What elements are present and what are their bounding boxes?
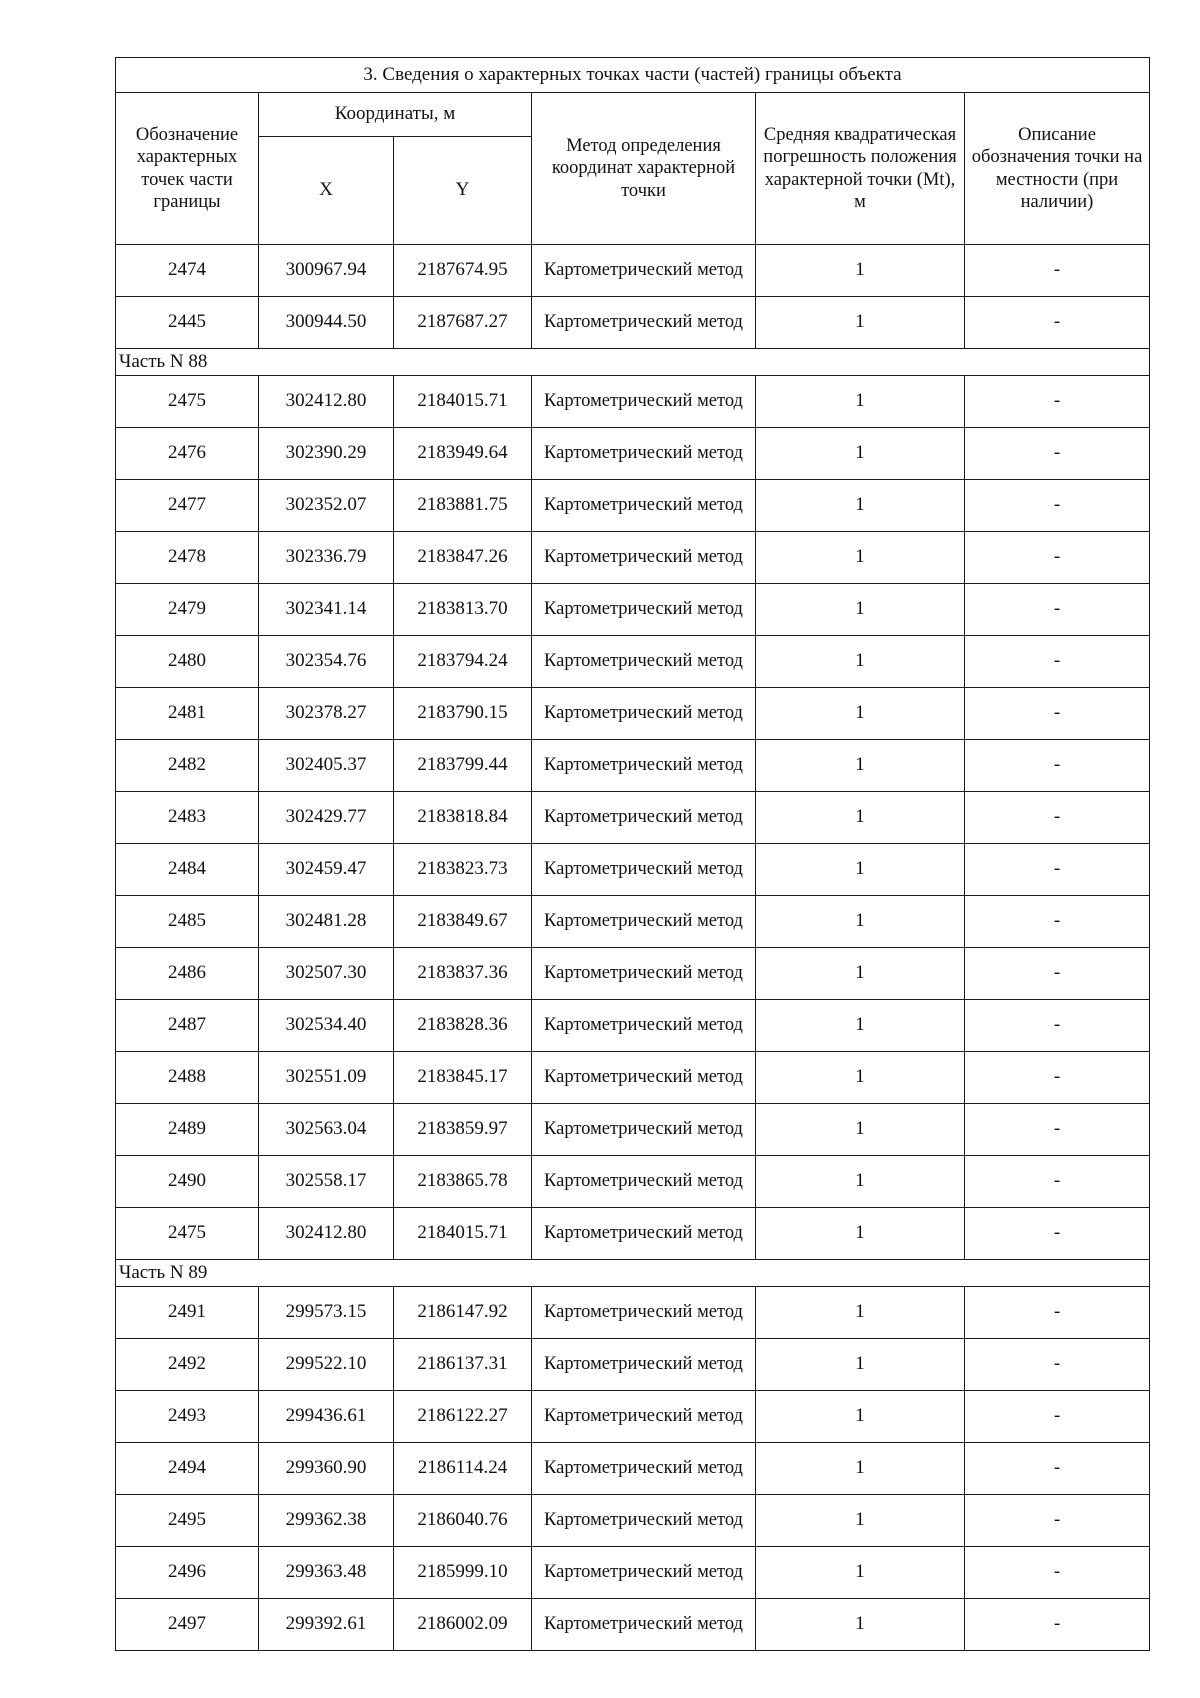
header-row-top: [116, 93, 1150, 137]
table-row: [116, 1391, 1150, 1443]
x-coordinate-cell: 302563.04: [259, 1104, 394, 1156]
method-cell: Картометрический метод: [532, 1052, 756, 1104]
description-cell: -: [965, 688, 1150, 740]
point-id-cell: 2483: [116, 792, 259, 844]
part-heading-row: [116, 349, 1150, 376]
method-cell: Картометрический метод: [532, 1339, 756, 1391]
point-id-cell: 2479: [116, 584, 259, 636]
point-id-cell: 2445: [116, 297, 259, 349]
table-header: [116, 58, 1150, 245]
description-cell: -: [965, 1156, 1150, 1208]
method-cell: Картометрический метод: [532, 1000, 756, 1052]
method-cell: Картометрический метод: [532, 245, 756, 297]
x-coordinate-cell: 302481.28: [259, 896, 394, 948]
y-coordinate-cell: 2183794.24: [394, 636, 532, 688]
mean-error-cell: 1: [756, 1599, 965, 1651]
mean-error-cell: 1: [756, 948, 965, 1000]
point-id-cell: 2482: [116, 740, 259, 792]
table-row: [116, 1208, 1150, 1260]
table-row: [116, 1000, 1150, 1052]
point-id-cell: 2486: [116, 948, 259, 1000]
x-coordinate-cell: 302459.47: [259, 844, 394, 896]
y-coordinate-cell: 2186002.09: [394, 1599, 532, 1651]
y-coordinate-cell: 2183813.70: [394, 584, 532, 636]
mean-error-cell: 1: [756, 1208, 965, 1260]
point-id-cell: 2497: [116, 1599, 259, 1651]
mean-error-cell: 1: [756, 584, 965, 636]
table-row: [116, 1599, 1150, 1651]
y-coordinate-cell: 2183818.84: [394, 792, 532, 844]
header-coordinates: Координаты, м: [259, 93, 532, 137]
method-cell: Картометрический метод: [532, 896, 756, 948]
method-cell: Картометрический метод: [532, 1156, 756, 1208]
y-coordinate-cell: 2187687.27: [394, 297, 532, 349]
point-id-cell: 2480: [116, 636, 259, 688]
table-row: [116, 1052, 1150, 1104]
table-row: [116, 1547, 1150, 1599]
y-coordinate-cell: 2183949.64: [394, 428, 532, 480]
method-cell: Картометрический метод: [532, 1599, 756, 1651]
description-cell: -: [965, 1547, 1150, 1599]
part-label: Часть N 88: [116, 349, 1150, 376]
point-id-cell: 2489: [116, 1104, 259, 1156]
table-row: [116, 376, 1150, 428]
method-cell: Картометрический метод: [532, 844, 756, 896]
method-cell: Картометрический метод: [532, 1547, 756, 1599]
mean-error-cell: 1: [756, 740, 965, 792]
x-coordinate-cell: 302429.77: [259, 792, 394, 844]
description-cell: -: [965, 1599, 1150, 1651]
x-coordinate-cell: 302354.76: [259, 636, 394, 688]
description-cell: -: [965, 740, 1150, 792]
y-coordinate-cell: 2183865.78: [394, 1156, 532, 1208]
description-cell: -: [965, 297, 1150, 349]
x-coordinate-cell: 300967.94: [259, 245, 394, 297]
method-cell: Картометрический метод: [532, 636, 756, 688]
x-coordinate-cell: 302390.29: [259, 428, 394, 480]
method-cell: Картометрический метод: [532, 428, 756, 480]
mean-error-cell: 1: [756, 376, 965, 428]
table-row: [116, 532, 1150, 584]
description-cell: -: [965, 584, 1150, 636]
description-cell: -: [965, 636, 1150, 688]
point-id-cell: 2488: [116, 1052, 259, 1104]
method-cell: Картометрический метод: [532, 1104, 756, 1156]
method-cell: Картометрический метод: [532, 584, 756, 636]
mean-error-cell: 1: [756, 245, 965, 297]
mean-error-cell: 1: [756, 1495, 965, 1547]
table-title: 3. Сведения о характерных точках части (частей) границы объекта: [116, 58, 1150, 93]
point-id-cell: 2474: [116, 245, 259, 297]
mean-error-cell: 1: [756, 1547, 965, 1599]
y-coordinate-cell: 2186147.92: [394, 1287, 532, 1339]
point-id-cell: 2494: [116, 1443, 259, 1495]
point-id-cell: 2475: [116, 376, 259, 428]
point-id-cell: 2481: [116, 688, 259, 740]
point-id-cell: 2475: [116, 1208, 259, 1260]
table-row: [116, 1495, 1150, 1547]
table-row: [116, 740, 1150, 792]
method-cell: Картометрический метод: [532, 1443, 756, 1495]
description-cell: -: [965, 844, 1150, 896]
method-cell: Картометрический метод: [532, 376, 756, 428]
table-body: [116, 245, 1150, 1651]
table-row: [116, 1156, 1150, 1208]
point-id-cell: 2476: [116, 428, 259, 480]
description-cell: -: [965, 1495, 1150, 1547]
x-coordinate-cell: 302534.40: [259, 1000, 394, 1052]
mean-error-cell: 1: [756, 428, 965, 480]
mean-error-cell: 1: [756, 792, 965, 844]
method-cell: Картометрический метод: [532, 792, 756, 844]
x-coordinate-cell: 300944.50: [259, 297, 394, 349]
y-coordinate-cell: 2187674.95: [394, 245, 532, 297]
header-mean-error: Средняя квадратическая погрешность положения характерной точки (Mt), м: [756, 93, 965, 245]
description-cell: -: [965, 896, 1150, 948]
mean-error-cell: 1: [756, 480, 965, 532]
method-cell: Картометрический метод: [532, 688, 756, 740]
y-coordinate-cell: 2183837.36: [394, 948, 532, 1000]
table-row: [116, 1287, 1150, 1339]
point-id-cell: 2496: [116, 1547, 259, 1599]
table-row: [116, 948, 1150, 1000]
table-row: [116, 636, 1150, 688]
y-coordinate-cell: 2186040.76: [394, 1495, 532, 1547]
x-coordinate-cell: 299522.10: [259, 1339, 394, 1391]
header-y: Y: [394, 137, 532, 245]
point-id-cell: 2493: [116, 1391, 259, 1443]
y-coordinate-cell: 2183849.67: [394, 896, 532, 948]
method-cell: Картометрический метод: [532, 532, 756, 584]
method-cell: Картометрический метод: [532, 1495, 756, 1547]
mean-error-cell: 1: [756, 1052, 965, 1104]
point-id-cell: 2484: [116, 844, 259, 896]
header-x: X: [259, 137, 394, 245]
description-cell: -: [965, 1287, 1150, 1339]
x-coordinate-cell: 302405.37: [259, 740, 394, 792]
x-coordinate-cell: 302341.14: [259, 584, 394, 636]
description-cell: -: [965, 1104, 1150, 1156]
y-coordinate-cell: 2183847.26: [394, 532, 532, 584]
y-coordinate-cell: 2183845.17: [394, 1052, 532, 1104]
method-cell: Картометрический метод: [532, 297, 756, 349]
y-coordinate-cell: 2183823.73: [394, 844, 532, 896]
y-coordinate-cell: 2185999.10: [394, 1547, 532, 1599]
table-row: [116, 480, 1150, 532]
table-row: [116, 1104, 1150, 1156]
mean-error-cell: 1: [756, 1156, 965, 1208]
description-cell: -: [965, 376, 1150, 428]
description-cell: -: [965, 1052, 1150, 1104]
table-row: [116, 584, 1150, 636]
table-row: [116, 896, 1150, 948]
x-coordinate-cell: 299573.15: [259, 1287, 394, 1339]
y-coordinate-cell: 2184015.71: [394, 1208, 532, 1260]
description-cell: -: [965, 532, 1150, 584]
description-cell: -: [965, 948, 1150, 1000]
description-cell: -: [965, 1339, 1150, 1391]
method-cell: Картометрический метод: [532, 740, 756, 792]
x-coordinate-cell: 302352.07: [259, 480, 394, 532]
method-cell: Картометрический метод: [532, 948, 756, 1000]
y-coordinate-cell: 2183828.36: [394, 1000, 532, 1052]
part-heading-row: [116, 1260, 1150, 1287]
mean-error-cell: 1: [756, 1391, 965, 1443]
point-id-cell: 2490: [116, 1156, 259, 1208]
table-row: [116, 297, 1150, 349]
x-coordinate-cell: 299360.90: [259, 1443, 394, 1495]
method-cell: Картометрический метод: [532, 1391, 756, 1443]
y-coordinate-cell: 2184015.71: [394, 376, 532, 428]
description-cell: -: [965, 245, 1150, 297]
boundary-points-table: [115, 57, 1150, 1651]
table-row: [116, 1339, 1150, 1391]
mean-error-cell: 1: [756, 1443, 965, 1495]
description-cell: -: [965, 792, 1150, 844]
point-id-cell: 2485: [116, 896, 259, 948]
mean-error-cell: 1: [756, 1000, 965, 1052]
description-cell: -: [965, 1443, 1150, 1495]
description-cell: -: [965, 480, 1150, 532]
point-id-cell: 2492: [116, 1339, 259, 1391]
y-coordinate-cell: 2183859.97: [394, 1104, 532, 1156]
description-cell: -: [965, 1391, 1150, 1443]
table-row: [116, 688, 1150, 740]
x-coordinate-cell: 299363.48: [259, 1547, 394, 1599]
x-coordinate-cell: 299392.61: [259, 1599, 394, 1651]
point-id-cell: 2487: [116, 1000, 259, 1052]
y-coordinate-cell: 2183799.44: [394, 740, 532, 792]
method-cell: Картометрический метод: [532, 480, 756, 532]
table-row: [116, 428, 1150, 480]
x-coordinate-cell: 299436.61: [259, 1391, 394, 1443]
title-row: [116, 58, 1150, 93]
x-coordinate-cell: 302412.80: [259, 376, 394, 428]
x-coordinate-cell: 302558.17: [259, 1156, 394, 1208]
x-coordinate-cell: 302378.27: [259, 688, 394, 740]
y-coordinate-cell: 2186114.24: [394, 1443, 532, 1495]
x-coordinate-cell: 302507.30: [259, 948, 394, 1000]
x-coordinate-cell: 299362.38: [259, 1495, 394, 1547]
point-id-cell: 2495: [116, 1495, 259, 1547]
header-description: Описание обозначения точки на местности (при наличии): [965, 93, 1150, 245]
header-point-designation: Обозначение характерных точек части границы: [116, 93, 259, 245]
y-coordinate-cell: 2186137.31: [394, 1339, 532, 1391]
part-label: Часть N 89: [116, 1260, 1150, 1287]
description-cell: -: [965, 428, 1150, 480]
x-coordinate-cell: 302412.80: [259, 1208, 394, 1260]
mean-error-cell: 1: [756, 844, 965, 896]
x-coordinate-cell: 302551.09: [259, 1052, 394, 1104]
method-cell: Картометрический метод: [532, 1208, 756, 1260]
y-coordinate-cell: 2186122.27: [394, 1391, 532, 1443]
mean-error-cell: 1: [756, 1104, 965, 1156]
point-id-cell: 2491: [116, 1287, 259, 1339]
y-coordinate-cell: 2183790.15: [394, 688, 532, 740]
y-coordinate-cell: 2183881.75: [394, 480, 532, 532]
mean-error-cell: 1: [756, 297, 965, 349]
point-id-cell: 2477: [116, 480, 259, 532]
mean-error-cell: 1: [756, 636, 965, 688]
table-row: [116, 844, 1150, 896]
mean-error-cell: 1: [756, 688, 965, 740]
header-method: Метод определения координат характерной точки: [532, 93, 756, 245]
mean-error-cell: 1: [756, 896, 965, 948]
mean-error-cell: 1: [756, 1339, 965, 1391]
method-cell: Картометрический метод: [532, 1287, 756, 1339]
table-row: [116, 1443, 1150, 1495]
mean-error-cell: 1: [756, 1287, 965, 1339]
description-cell: -: [965, 1000, 1150, 1052]
x-coordinate-cell: 302336.79: [259, 532, 394, 584]
table-row: [116, 245, 1150, 297]
point-id-cell: 2478: [116, 532, 259, 584]
table-row: [116, 792, 1150, 844]
description-cell: -: [965, 1208, 1150, 1260]
mean-error-cell: 1: [756, 532, 965, 584]
